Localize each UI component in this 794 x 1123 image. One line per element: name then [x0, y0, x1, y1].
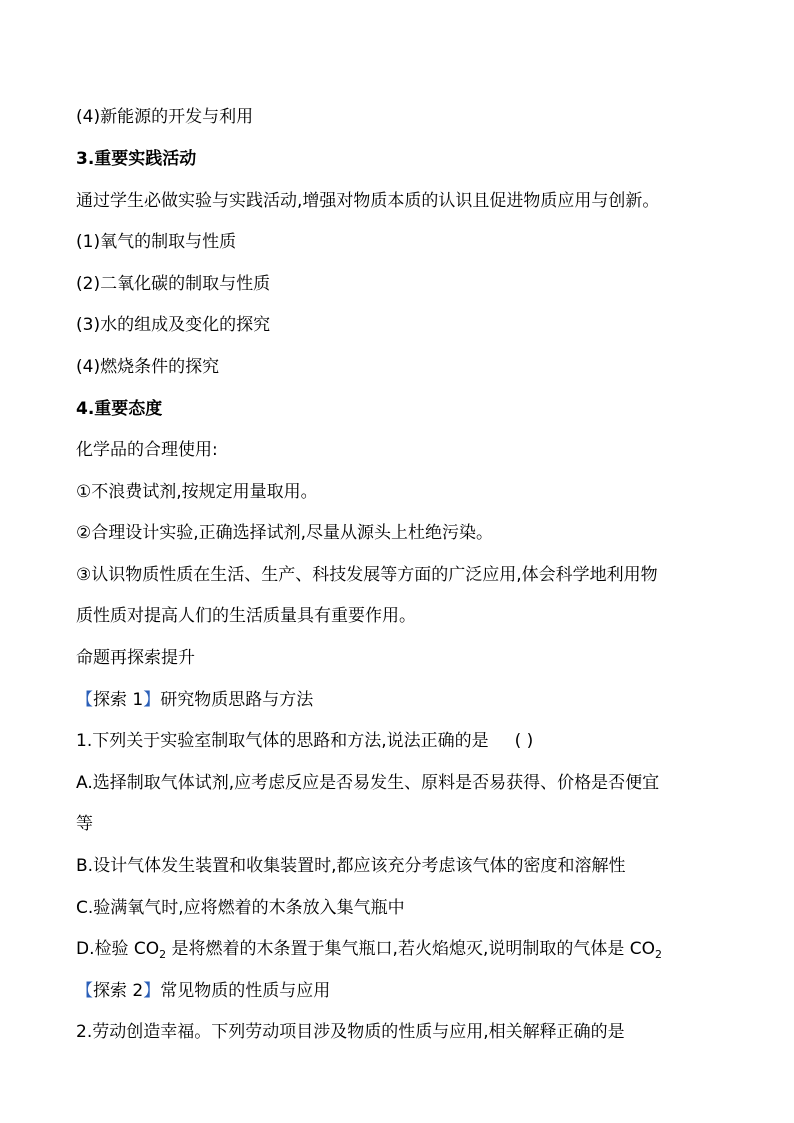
- explore-2-heading: [76, 979, 736, 1003]
- explore-1-label: 探索 1: [93, 690, 144, 710]
- option-d-part2: 是将燃着的木条置于集气瓶口,若火焰熄灭,说明制取的气体是 CO: [166, 939, 656, 959]
- list-item-combustion: (4)燃烧条件的探究: [76, 357, 220, 377]
- option-c: C.验满氧气时,应将燃着的木条放入集气瓶中: [76, 898, 405, 918]
- explore-1-close-bracket: 】: [143, 690, 161, 710]
- question-1-stem: [76, 729, 736, 753]
- section-heading-practice: 3.重要实践活动: [76, 149, 197, 169]
- list-item-attitude-1: ①不浪费试剂,按规定用量取用。: [76, 482, 318, 502]
- explore-1-title: 研究物质思路与方法: [160, 690, 314, 710]
- option-d-sub2: 2: [655, 948, 663, 961]
- option-d: [76, 937, 736, 961]
- list-item-co2: (2)二氧化碳的制取与性质: [76, 274, 271, 294]
- paragraph-practice-intro: 通过学生必做实验与实践活动,增强对物质本质的认识且促进物质应用与创新。: [76, 191, 660, 211]
- list-item-new-energy: (4)新能源的开发与利用: [76, 107, 254, 127]
- list-item-water: (3)水的组成及变化的探究: [76, 315, 271, 335]
- explore-2-label: 探索 2: [93, 981, 144, 1001]
- explore-2-title: 常见物质的性质与应用: [160, 981, 331, 1001]
- option-d-part1: D.检验 CO: [76, 939, 160, 959]
- section-heading-attitude: 4.重要态度: [76, 399, 163, 419]
- option-d-sub1: 2: [159, 948, 167, 961]
- section-heading-explore: 命题再探索提升: [76, 648, 195, 668]
- answer-bracket: ( ): [514, 731, 534, 751]
- list-item-oxygen: (1)氧气的制取与性质: [76, 232, 237, 252]
- explore-1-heading: [76, 688, 736, 712]
- list-item-attitude-2: ②合理设计实验,正确选择试剂,尽量从源头上杜绝污染。: [76, 523, 494, 543]
- option-a: A.选择制取气体试剂,应考虑反应是否易发生、原料是否易获得、价格是否便宜: [76, 773, 660, 793]
- explore-2-close-bracket: 】: [143, 981, 161, 1001]
- option-a-cont: 等: [76, 814, 93, 834]
- list-item-attitude-3-cont: 质性质对提高人们的生活质量具有重要作用。: [76, 606, 416, 626]
- question-1-text: 1.下列关于实验室制取气体的思路和方法,说法正确的是: [76, 731, 489, 751]
- list-item-attitude-3: ③认识物质性质在生活、生产、科技发展等方面的广泛应用,体会科学地利用物: [76, 565, 658, 585]
- question-2-stem: 2.劳动创造幸福。下列劳动项目涉及物质的性质与应用,相关解释正确的是: [76, 1022, 625, 1042]
- option-b: B.设计气体发生装置和收集装置时,都应该充分考虑该气体的密度和溶解性: [76, 856, 626, 876]
- paragraph-chemical-use: 化学品的合理使用:: [76, 440, 218, 460]
- explore-2-open-bracket: 【: [76, 981, 93, 1001]
- explore-1-open-bracket: 【: [76, 690, 93, 710]
